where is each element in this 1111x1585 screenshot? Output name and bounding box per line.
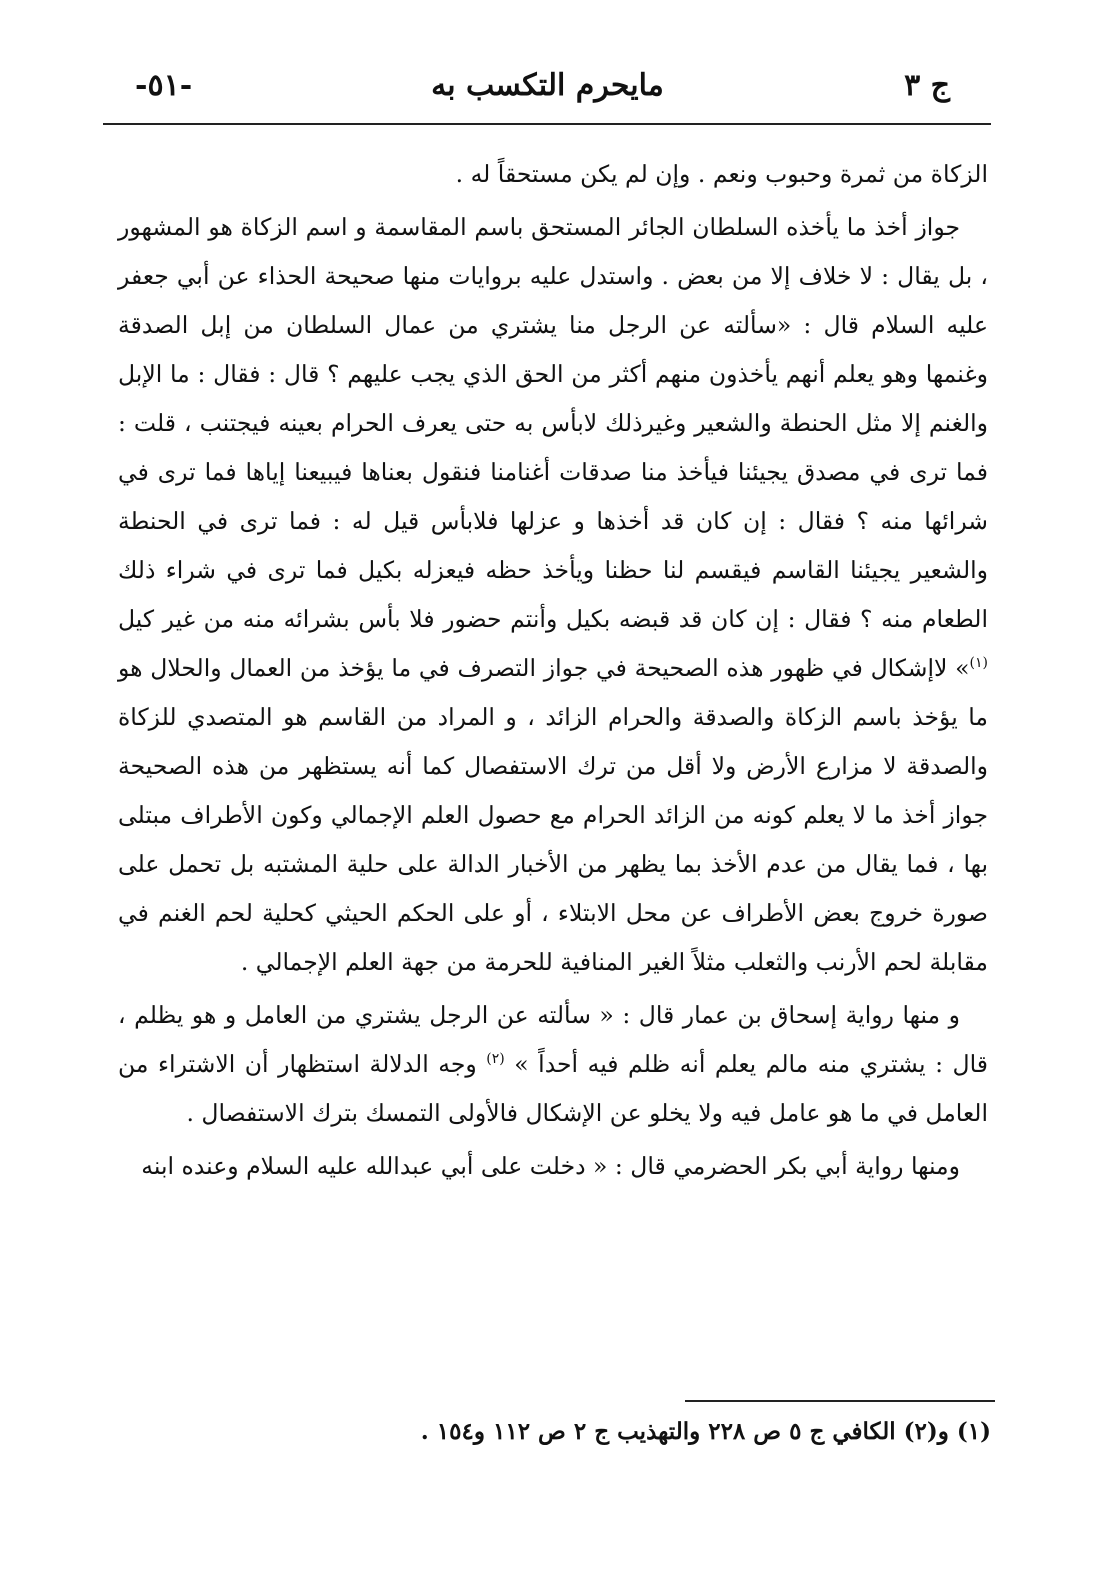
paragraph-3 [118,991,988,1138]
chapter-title: مايحرم التكسب به [431,68,664,103]
footnote-divider [685,1400,995,1402]
paragraph-text: و منها رواية إسحاق بن عمار قال : « سألته عن الرجل يشتري من العامل و هو يظلم ، قال : يشتري منه مالم يعلم أنه ظلم فيه أحداً » [118,1001,988,1078]
footnote: (١) و(٢) الكافي ج ٥ ص ٢٢٨ والتهذيب ج ٢ ص ١١٢ و١٥٤ . [420,1418,991,1445]
header-divider [103,123,991,125]
page-number: -٥١- [135,68,193,103]
main-text [118,150,988,1195]
page-header [105,60,990,120]
paragraph-1 [118,150,988,199]
footnote-ref-2: (٢) [486,1051,505,1068]
footnote-ref-1: (١) [969,655,988,672]
paragraph-text: جواز أخذ ما يأخذه السلطان الجائر المستحق باسم المقاسمة و اسم الزكاة هو المشهور ، بل يقال : لا خلاف إلا من بعض . واستدل عليه بروايات منها صحيحة الحذاء عن أبي جعفر عليه السلام قال : «سألته عن الرجل منا يشتري من عمال السلطان من إبل الصدقة وغنمها وهو يعلم أنهم يأخذون منهم أكثر من الحق الذي يجب عليهم ؟ قال : فقال : ما الإبل والغنم إلا مثل الحنطة والشعير وغيرذلك لابأس به حتى يعرف الحرام بعينه فيجتنب ، قلت : فما ترى في مصدق يجيئنا فيأخذ منا صدقات أغنامنا فنقول بعناها فيبيعنا إياها فما ترى في شرائها منه ؟ فقال : إن كان قد أخذها و عزلها فلابأس قيل له : فما ترى في الحنطة والشعير يجيئنا القاسم فيقسم لنا حظنا ويأخذ حظه فيعزله بكيل فما ترى في شراء ذلك الطعام منه ؟ فقال : إن كان قد قبضه بكيل وأنتم حضور فلا بأس بشرائه منه من غير كيل [118,213,988,633]
paragraph-text-cont: » لاإشكال في ظهور هذه الصحيحة في جواز التصرف في ما يؤخذ من العمال والحلال هو ما يؤخذ باسم الزكاة والصدقة والحرام الزائد ، و المراد من القاسم هو المتصدي للزكاة والصدقة لا مزارع الأرض ولا أقل من ترك الاستفصال كما أنه يستظهر من هذه الصحيحة جواز أخذ ما لا يعلم كونه من الزائد الحرام مع حصول العلم الإجمالي وكون الأطراف مبتلى بها ، فما يقال من عدم الأخذ بما يظهر من الأخبار الدالة على حلية المشتبه بل تحمل على صورة خروج بعض الأطراف عن محل الابتلاء ، أو على الحكم الحيثي كحلية لحم الغنم في مقابلة لحم الأرنب والثعلب مثلاً الغير المنافية للحرمة من جهة العلم الإجمالي . [118,654,988,976]
paragraph-text: الزكاة من ثمرة وحبوب ونعم . وإن لم يكن مستحقاً له . [455,160,988,188]
paragraph-2 [118,203,988,987]
paragraph-text-cont: وجه الدلالة استظهار أن الاشتراء من العامل في ما هو عامل فيه ولا يخلو عن الإشكال فالأولى التمسك بترك الاستفصال . [118,1050,988,1127]
paragraph-4 [118,1142,988,1191]
paragraph-text: ومنها رواية أبي بكر الحضرمي قال : « دخلت على أبي عبدالله عليه السلام وعنده ابنه [141,1152,960,1180]
volume-label: ج ٣ [904,68,950,103]
